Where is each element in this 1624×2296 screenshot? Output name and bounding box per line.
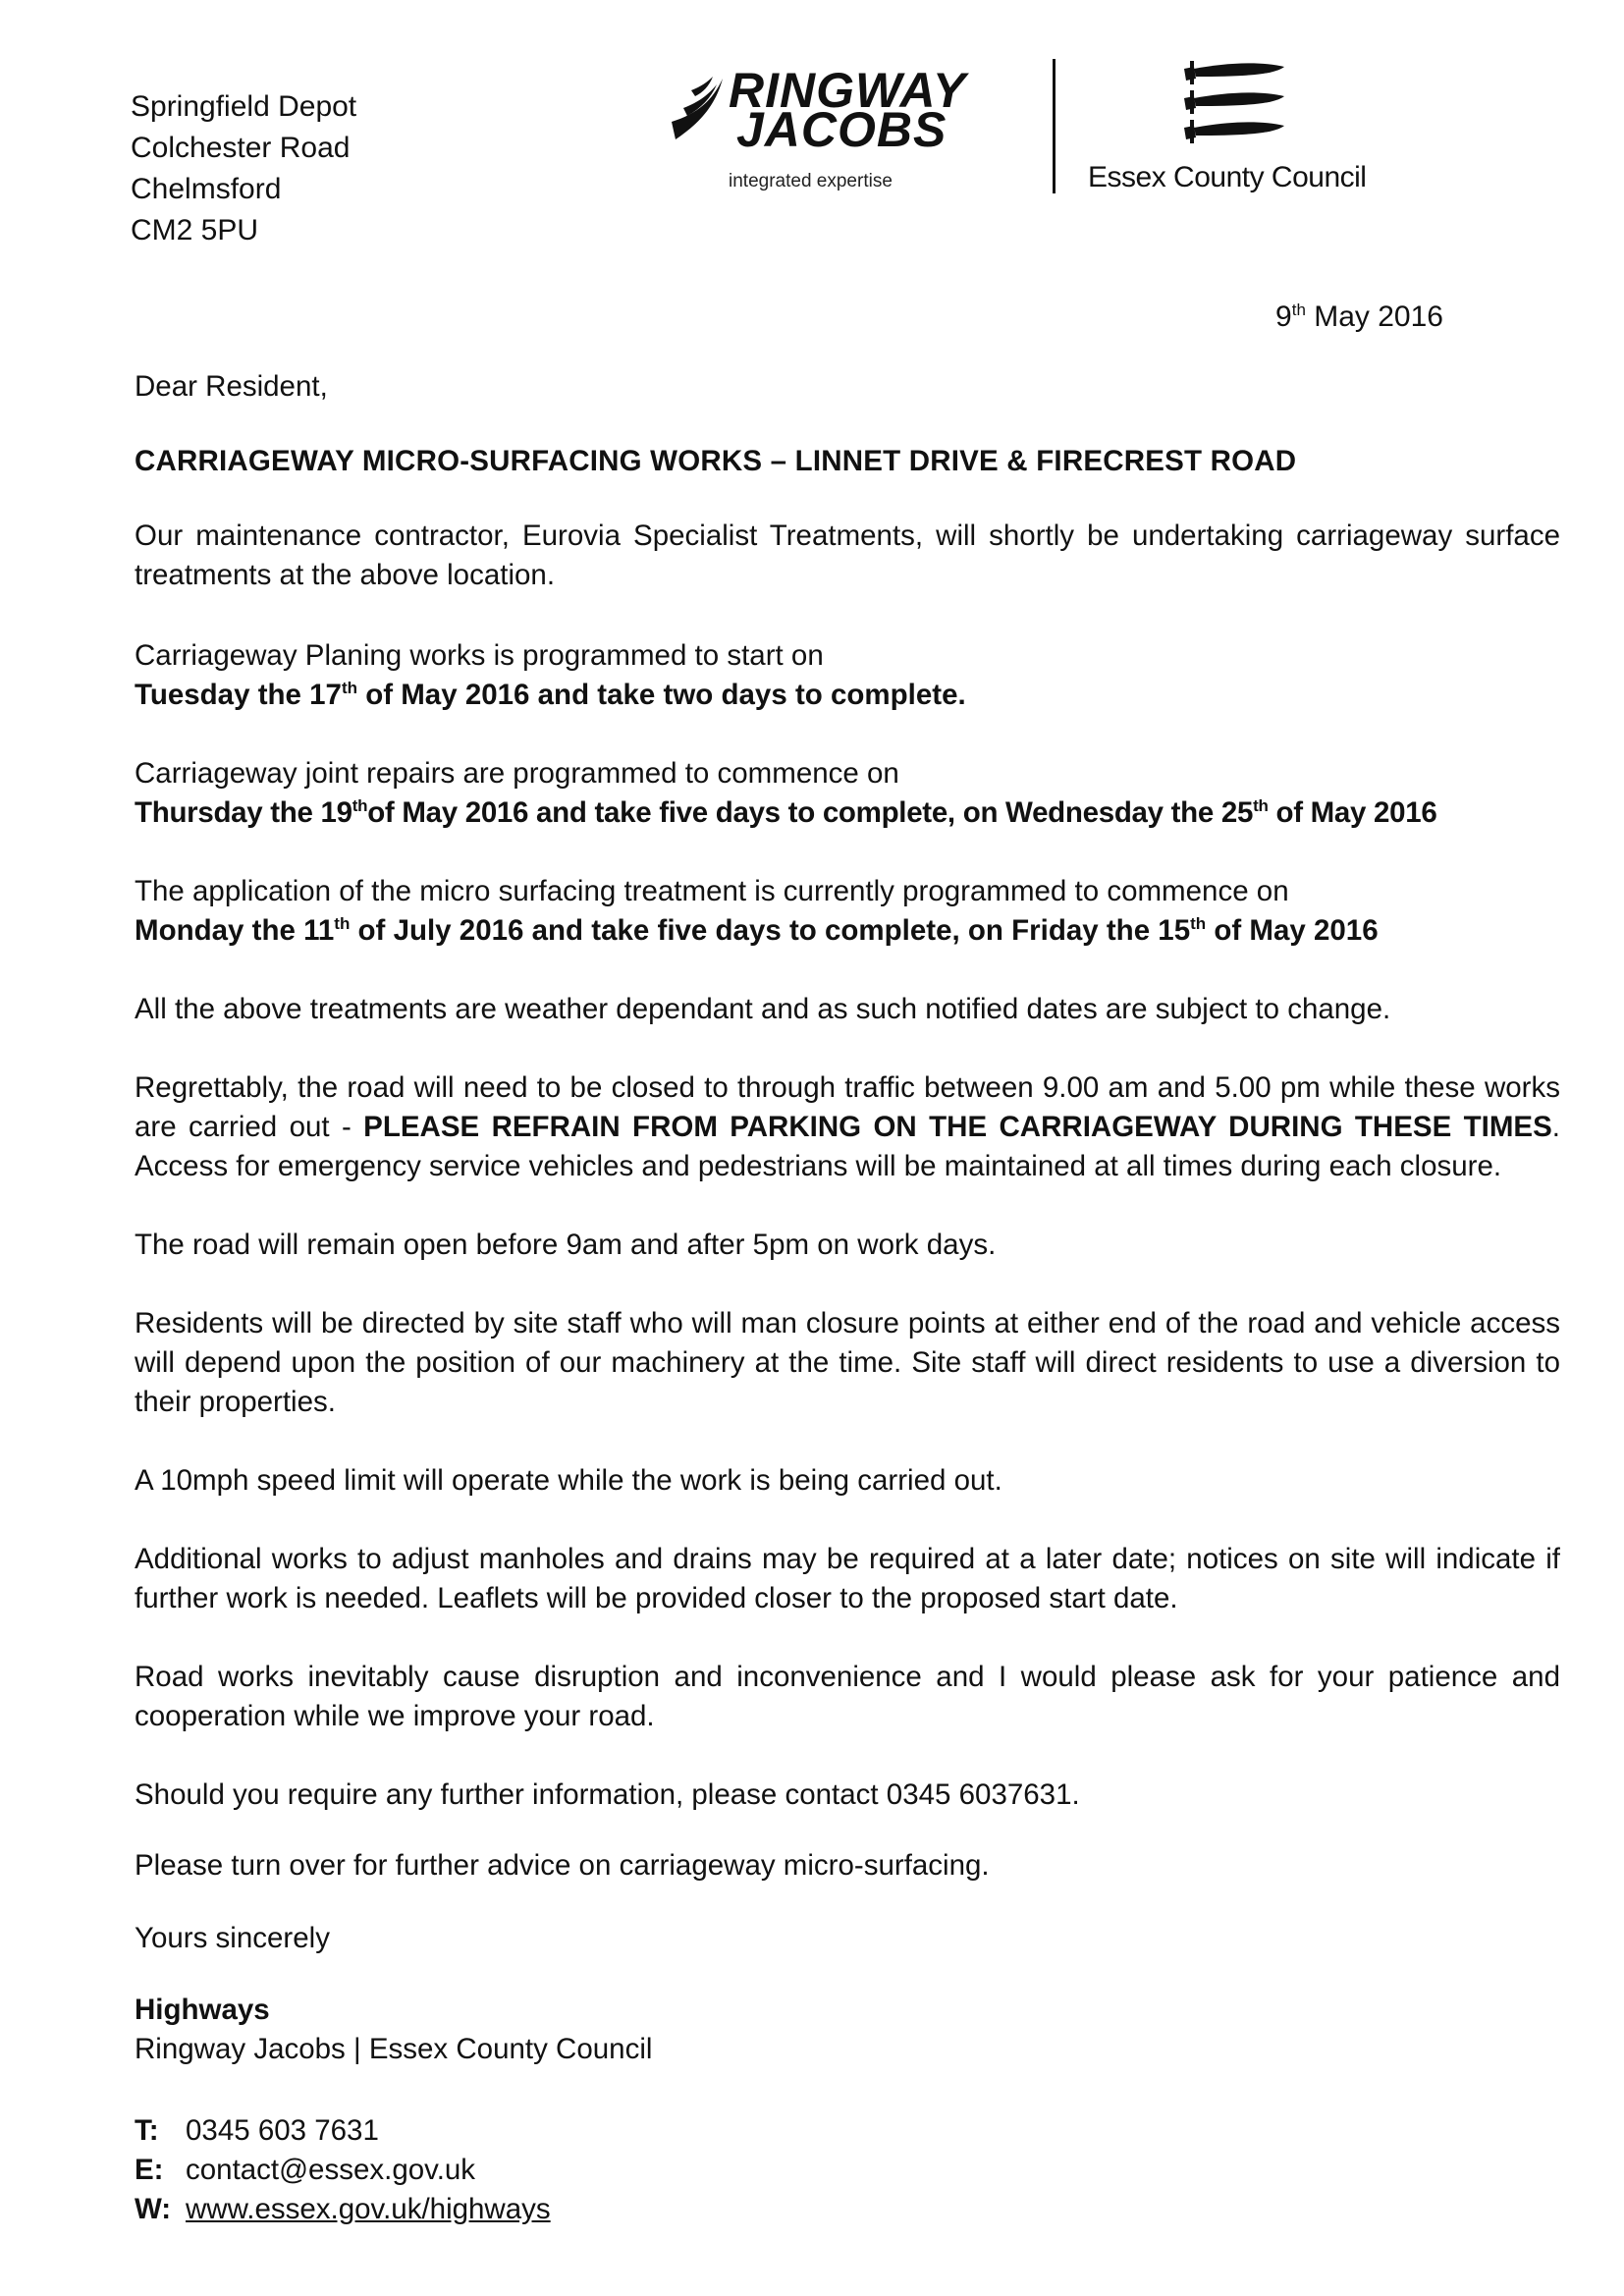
intro-paragraph: Our maintenance contractor, Eurovia Specialist Treatments, will shortly be undertaking carriageway surface treatments at the above location.: [135, 519, 1560, 591]
weather-paragraph: All the above treatments are weather dependant and as such notified dates are subject to change.: [135, 993, 1391, 1025]
essex-county-council-logo: [1088, 57, 1392, 204]
micro-intro: The application of the micro surfacing treatment is currently programmed to commence on: [135, 875, 1289, 907]
signature-department: Highways: [135, 1994, 270, 2026]
email-label: E:: [135, 2154, 164, 2186]
planing-date-b: of May 2016 and take two days to complete.: [357, 679, 966, 711]
contact-details: [135, 2111, 551, 2229]
contact-website: [135, 2190, 551, 2229]
residents-paragraph: Residents will be directed by site staff who will man closure points at either end of the road and vehicle access will depend upon the position of our machinery at the time. Site staff will direct residents to use a diversion to their properties.: [135, 1307, 1560, 1418]
micro-dates: [135, 911, 1560, 951]
joint-date-b: of May 2016 and take five days to complete, on Wednesday the 25: [367, 796, 1254, 829]
essex-seaxes-icon: [1166, 57, 1294, 155]
open-times-paragraph: The road will remain open before 9am and after 5pm on work days.: [135, 1229, 997, 1261]
planing-intro: Carriageway Planing works is programmed to start on: [135, 639, 824, 672]
joint-intro: Carriageway joint repairs are programmed to commence on: [135, 757, 899, 790]
sign-off: Yours sincerely: [135, 1922, 330, 1954]
micro-date-c: of May 2016: [1206, 914, 1379, 947]
address-line-4: CM2 5PU: [131, 214, 259, 246]
email-value[interactable]: contact@essex.gov.uk: [186, 2154, 476, 2186]
ringway-jacobs-wordmark: [729, 63, 967, 157]
micro-date-a: Monday the 11: [135, 914, 335, 947]
info-paragraph: Should you require any further information, please contact 0345 6037631.: [135, 1778, 1080, 1811]
joint-dates: [135, 793, 1560, 833]
address-line-1: Springfield Depot: [131, 90, 357, 123]
council-name: Essex County Council: [1088, 161, 1367, 193]
address-line-3: Chelmsford: [131, 173, 282, 205]
joint-date-c: of May 2016: [1268, 796, 1437, 829]
contact-email: [135, 2151, 551, 2190]
closure-warning: PLEASE REFRAIN FROM PARKING ON THE CARRIAGEWAY DURING THESE TIMES: [363, 1111, 1552, 1143]
ringway-wordmark-line-2: JACOBS: [736, 102, 947, 157]
logo-divider: [1053, 59, 1056, 193]
closure-text-1: Regrettably, the road will need to be closed to through traffic between 9.00 am and 5.00 pm while these works are carried out -: [135, 1071, 1560, 1143]
planing-date-sup: th: [341, 679, 357, 698]
joint-date-sup-2: th: [1253, 796, 1269, 816]
micro-date-sup-2: th: [1190, 914, 1207, 934]
ringway-tagline: integrated expertise: [729, 171, 893, 191]
planing-date-a: Tuesday the 17: [135, 679, 342, 711]
date-suffix: th: [1291, 301, 1306, 319]
joint-date-a: Thursday the 19: [135, 796, 352, 829]
turn-over-paragraph: Please turn over for further advice on carriageway micro-surfacing.: [135, 1849, 990, 1882]
letter-heading: CARRIAGEWAY MICRO-SURFACING WORKS – LINNET DRIVE & FIRECREST ROAD: [135, 445, 1297, 477]
contact-telephone: [135, 2111, 551, 2151]
sender-address: [131, 86, 356, 251]
manholes-paragraph: Additional works to adjust manholes and drains may be required at a later date; notices on site will indicate if further work is needed. Leaflets will be provided closer to the proposed start date.: [135, 1543, 1560, 1614]
date-rest: May 2016: [1305, 301, 1443, 333]
closure-text-2: . Access for emergency service vehicles and pedestrians will be maintained at all times during each closure.: [135, 1111, 1560, 1182]
ringway-swoosh-icon: [668, 71, 727, 144]
date-day: 9: [1275, 301, 1292, 333]
signature-organisation: Ringway Jacobs | Essex County Council: [135, 2033, 653, 2065]
telephone-label: T:: [135, 2114, 159, 2147]
address-line-2: Colchester Road: [131, 132, 351, 164]
speed-limit-paragraph: A 10mph speed limit will operate while the work is being carried out.: [135, 1464, 1002, 1497]
micro-date-b: of July 2016 and take five days to complete, on Friday the 15: [350, 914, 1191, 947]
joint-date-sup-1: th: [352, 796, 368, 816]
disruption-paragraph: Road works inevitably cause disruption and inconvenience and I would please ask for your patience and cooperation while we improve your road.: [135, 1661, 1560, 1732]
ringway-wordmark-line-1: RINGWAY: [729, 63, 967, 118]
ringway-jacobs-logo: [668, 61, 1021, 208]
salutation: Dear Resident,: [135, 370, 328, 403]
closure-paragraph: [135, 1068, 1560, 1186]
website-label: W:: [135, 2193, 172, 2225]
website-link[interactable]: www.essex.gov.uk/highways: [186, 2193, 551, 2225]
micro-date-sup-1: th: [334, 914, 351, 934]
planing-dates: [135, 676, 1560, 715]
telephone-value: 0345 603 7631: [186, 2114, 379, 2147]
letter-date: [1275, 301, 1443, 334]
